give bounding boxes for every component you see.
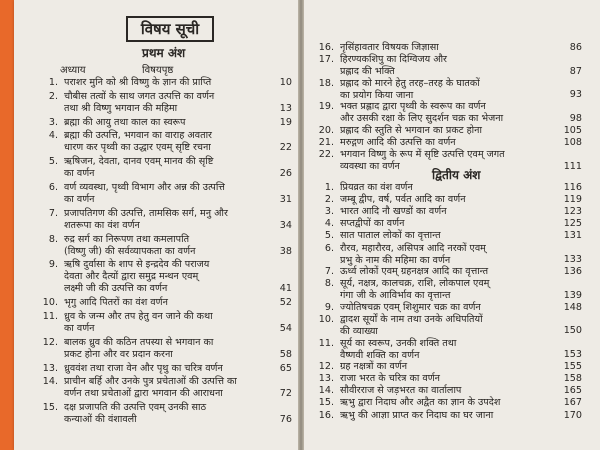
- toc-entry-page: 125: [563, 218, 582, 230]
- toc-entry-number: 21.: [318, 137, 334, 148]
- toc-entry-number: 2.: [48, 90, 58, 102]
- toc-entry-page: 139: [563, 289, 582, 301]
- toc-entry-title: ऋषिजन, देवता, दानव एवम् मानव की सृष्टि का वर्णन: [64, 156, 214, 180]
- toc-entry-number: 20.: [318, 124, 334, 136]
- toc-entry: [306, 314, 596, 337]
- toc-entry: [30, 234, 292, 258]
- toc-entry: [30, 77, 292, 89]
- toc-entry: [306, 78, 596, 101]
- toc-entry-title: ध्रुववंश तथा राजा वेन और पृथु का चरित्र वर्णन: [64, 362, 223, 374]
- toc-entry-number: 11.: [318, 337, 334, 349]
- toc-entry-title: प्राचीन बर्हि और उनके पुत्र प्रचेताओं की उत्पत्ति का वर्णन तथा प्रचेताओं द्वारा भगवान की आराधना: [64, 376, 237, 400]
- toc-entry-number: 14.: [318, 385, 334, 397]
- toc-entry: [306, 42, 596, 54]
- toc-entry-page: 136: [563, 266, 582, 278]
- toc-entry-number: 16.: [318, 409, 334, 421]
- toc-entry-page: 165: [563, 385, 582, 397]
- toc-entry-title: भृगु आदि पितरों का वंश वर्णन: [64, 297, 168, 309]
- toc-entry-page: 86: [569, 42, 582, 53]
- toc-entry-page: 13: [279, 102, 292, 114]
- toc-entry-title: ब्रह्मा की आयु तथा काल का स्वरूप: [64, 116, 186, 128]
- toc-entry-number: 12.: [42, 336, 58, 348]
- toc-entry-page: 93: [569, 89, 582, 101]
- toc-entry-page: 108: [563, 137, 582, 148]
- column-header-chapter: अध्याय: [60, 65, 86, 76]
- toc-entry-page: 10: [279, 77, 292, 88]
- toc-entry: [30, 130, 292, 154]
- toc-entry-number: 5.: [48, 156, 58, 168]
- toc-entry-page: 72: [279, 388, 292, 400]
- toc-entry-number: 15.: [42, 402, 58, 414]
- toc-entry-page: 158: [563, 373, 582, 385]
- toc-entry-title: भारत आदि नौ खण्डों का वर्णन: [340, 206, 447, 218]
- toc-entry: [306, 125, 596, 137]
- toc-entry: [306, 101, 596, 124]
- toc-entry-page: 153: [563, 349, 582, 360]
- book-edge: [0, 0, 14, 450]
- toc-entry: [306, 243, 596, 266]
- toc-entry-page: 38: [279, 245, 292, 257]
- toc-entry: [30, 117, 292, 129]
- toc-entry-page: 41: [279, 283, 292, 295]
- toc-entry-page: 76: [279, 414, 292, 426]
- toc-entry-number: 13.: [42, 362, 58, 374]
- toc-entry-number: 1.: [324, 182, 334, 193]
- toc-entry-number: 15.: [318, 397, 334, 409]
- toc-entry: [306, 373, 596, 385]
- toc-entry-title: प्रजापतिगण की उत्पत्ति, तामसिक सर्ग, मनु और शतरूपा का वंश वर्णन: [64, 207, 228, 231]
- toc-entry-number: 12.: [318, 361, 334, 373]
- toc-entry: [30, 402, 292, 426]
- toc-entry-page: 170: [563, 409, 582, 421]
- toc-entry-page: 87: [569, 65, 582, 77]
- toc-entry-title: ऋभु द्वारा निदाघ और अद्वैत का ज्ञान के उपदेश: [340, 397, 501, 409]
- toc-entry-title: सौवीरराज से जड़भरत का वार्तालाप: [340, 385, 462, 397]
- toc-entry: [306, 410, 596, 422]
- toc-entry-number: 10.: [318, 313, 334, 325]
- toc-entry-number: 5.: [324, 230, 334, 242]
- toc-entry-title: सूर्य, नक्षत्र, कालचक्र, राशि, लोकपाल एवम् गंगा जी के आविर्भाव का वृत्तान्त: [340, 278, 490, 302]
- toc-entry-title: पराशर मुनि को श्री विष्णु के ज्ञान की प्राप्ति: [64, 77, 212, 88]
- toc-entry-page: 19: [279, 116, 292, 128]
- toc-entry: [30, 376, 292, 400]
- toc-entry: [30, 208, 292, 232]
- toc-entry-title: ऋभु की आज्ञा प्राप्त कर निदाघ का घर जाना: [340, 409, 494, 421]
- toc-entry: [30, 337, 292, 361]
- toc-entry-number: 17.: [318, 54, 334, 66]
- toc-entry-page: 105: [563, 124, 582, 136]
- toc-entry-title: रौरव, महारौरव, असिपत्र आदि नरकों एवम् प्रभु के नाम की महिमा का वर्णन: [340, 242, 486, 266]
- toc-entry: [30, 311, 292, 335]
- toc-entry-title: प्रह्लाद को मारने हेतु तरह–तरह के घातकों का प्रयोग किया जाना: [340, 77, 480, 101]
- toc-entry-page: 58: [279, 348, 292, 360]
- toc-entry-page: 34: [279, 219, 292, 231]
- toc-entry-number: 3.: [48, 116, 58, 128]
- page-title: विषय सूची: [126, 16, 214, 42]
- section-heading-second: द्वितीय अंश: [432, 168, 481, 182]
- toc-entry-page: 150: [563, 325, 582, 337]
- toc-entry-page: 111: [563, 160, 582, 172]
- toc-entry-page: 54: [279, 323, 292, 334]
- toc-entry-page: 22: [279, 142, 292, 154]
- toc-entry: [306, 194, 596, 206]
- toc-entry-page: 26: [279, 168, 292, 180]
- toc-entry-page: 31: [279, 194, 292, 205]
- toc-entry-title: ग्रह नक्षत्रों का वर्णन: [340, 361, 408, 373]
- toc-entry-title: दक्ष प्रजापति की उत्पत्ति एवम् उनकी साठ कन्याओं की वंशावली: [64, 402, 207, 426]
- toc-entry-title: ज्योतिषचक्र एवम् शिशुमार चक्र का वर्णन: [340, 301, 481, 313]
- toc-entry-number: 16.: [318, 42, 334, 53]
- toc-entry-title: भक्त प्रह्लाद द्वारा पृथ्वी के स्वरूप का वर्णन और उसकी रक्षा के लिए सुदर्शन चक्र का भेजना: [340, 101, 504, 125]
- toc-entry: [30, 259, 292, 295]
- toc-entry-title: ध्रुव के जन्म और तप हेतु वन जाने की कथा का वर्णन: [64, 311, 213, 334]
- toc-entry-page: 65: [279, 362, 292, 374]
- toc-entry-page: 148: [563, 301, 582, 313]
- toc-entry-page: 119: [563, 194, 582, 206]
- toc-entry: [306, 302, 596, 314]
- toc-entry: [30, 91, 292, 115]
- toc-entry-number: 19.: [318, 101, 334, 113]
- toc-entry: [306, 137, 596, 149]
- toc-entry-title: वर्ण व्यवस्था, पृथ्वी विभाग और अन्न की उत्पत्ति का वर्णन: [64, 182, 225, 205]
- toc-entry-title: सात पाताल लोकों का वृत्तान्त: [340, 230, 441, 242]
- book-gutter: [298, 0, 304, 450]
- toc-entry-number: 9.: [324, 301, 334, 313]
- toc-entry-title: रुद्र सर्ग का निरूपण तथा कमलापति (विष्णु जी) की सर्वव्यापकता का वर्णन: [64, 233, 196, 257]
- column-header-subject: विषयपृष्ठ: [142, 65, 174, 76]
- toc-entry: [306, 266, 596, 278]
- toc-entry-title: प्रियव्रत का वंश वर्णन: [340, 182, 413, 193]
- toc-entry-title: नृसिंहावतार विषयक जिज्ञासा: [340, 42, 439, 53]
- toc-entry-number: 2.: [324, 194, 334, 206]
- toc-entry-number: 6.: [324, 242, 334, 254]
- toc-entry-title: बालक ध्रुव की कठिन तपस्या से भगवान का प्रकट होना और वर प्रदान करना: [64, 336, 214, 360]
- toc-entry: [306, 182, 596, 194]
- toc-entry-number: 18.: [318, 77, 334, 89]
- toc-entry: [306, 397, 596, 409]
- toc-entry-page: 123: [563, 206, 582, 218]
- toc-entry-number: 10.: [42, 297, 58, 309]
- toc-entry-number: 8.: [324, 278, 334, 290]
- toc-entry-title: सप्तद्वीपों का वर्णन: [340, 218, 405, 230]
- toc-entry-number: 11.: [42, 311, 58, 322]
- section-heading-first: प्रथम अंश: [142, 46, 186, 60]
- toc-entry: [306, 361, 596, 373]
- toc-entry-title: राजा भरत के चरित्र का वर्णन: [340, 373, 441, 385]
- toc-entry: [30, 363, 292, 375]
- toc-entry-title: चौबीस तत्वों के साथ जगत उत्पत्ति का वर्णन तथा श्री विष्णु भगवान की महिमा: [64, 90, 215, 114]
- toc-entry-number: 1.: [48, 77, 58, 88]
- toc-entry: [30, 297, 292, 309]
- toc-entry-title: ब्रह्मा की उत्पत्ति, भगवान का वाराह अवतार धारण कर पृथ्वी का उद्धार एवम् सृष्टि रचना: [64, 130, 212, 154]
- toc-entry-title: ऊर्ध्व लोकों एवम् ग्रहनक्षत्र आदि का वृत्तान्त: [340, 266, 489, 278]
- toc-entry-title: जम्बू द्वीप, वर्ष, पर्वत आदि का वर्णन: [340, 194, 466, 206]
- toc-entry-number: 6.: [48, 182, 58, 193]
- toc-entry-title: हिरण्यकशिपु का दिग्विजय और प्रह्लाद की भक्ति: [340, 54, 447, 78]
- toc-entry: [30, 156, 292, 180]
- toc-entry: [306, 278, 596, 301]
- toc-entry-number: 22.: [318, 149, 334, 161]
- toc-entry-number: 13.: [318, 373, 334, 385]
- toc-entry-page: 52: [279, 297, 292, 309]
- toc-entry-page: 98: [569, 112, 582, 124]
- toc-entry-number: 8.: [48, 233, 58, 245]
- toc-entry: [306, 338, 596, 361]
- toc-entry: [306, 218, 596, 230]
- toc-entry-page: 116: [563, 182, 582, 193]
- toc-entry-number: 7.: [324, 266, 334, 278]
- toc-entry-number: 4.: [48, 130, 58, 142]
- toc-entry-title: द्वादश सूर्यों के नाम तथा उनके अधिपतियों की व्याख्या: [340, 313, 483, 337]
- toc-entry: [306, 54, 596, 77]
- toc-entry-title: ऋषि दुर्वासा के शाप से इन्द्रदेव की पराजय देवता और दैत्यों द्वारा समुद्र मन्थन एवम् लक्ष्मी जी की उत्पत्ति का वर्णन: [64, 259, 210, 295]
- toc-entry-page: 155: [563, 361, 582, 373]
- toc-entry-number: 7.: [48, 207, 58, 219]
- toc-entry: [306, 385, 596, 397]
- toc-entry-page: 167: [563, 397, 582, 409]
- toc-entry-number: 9.: [48, 259, 58, 271]
- toc-entry-title: भगवान विष्णु के रूप में सृष्टि उत्पत्ति एवम् जगत व्यवस्था का वर्णन: [340, 149, 505, 173]
- toc-entry-number: 14.: [42, 376, 58, 388]
- toc-entry-page: 133: [563, 254, 582, 265]
- toc-entry-title: प्रह्लाद की स्तुति से भगवान का प्रकट होना: [340, 124, 482, 136]
- toc-entry: [30, 182, 292, 206]
- toc-entry-title: सूर्य का स्वरूप, उनकी शक्ति तथा वैष्णवी शक्ति का वर्णन: [340, 337, 457, 361]
- toc-entry-number: 4.: [324, 218, 334, 230]
- toc-entry: [306, 230, 596, 242]
- toc-entry-number: 3.: [324, 206, 334, 218]
- toc-entry-page: 131: [563, 230, 582, 242]
- toc-entry: [306, 206, 596, 218]
- toc-entry-title: मरुद्गण आदि की उत्पत्ति का वर्णन: [340, 137, 456, 148]
